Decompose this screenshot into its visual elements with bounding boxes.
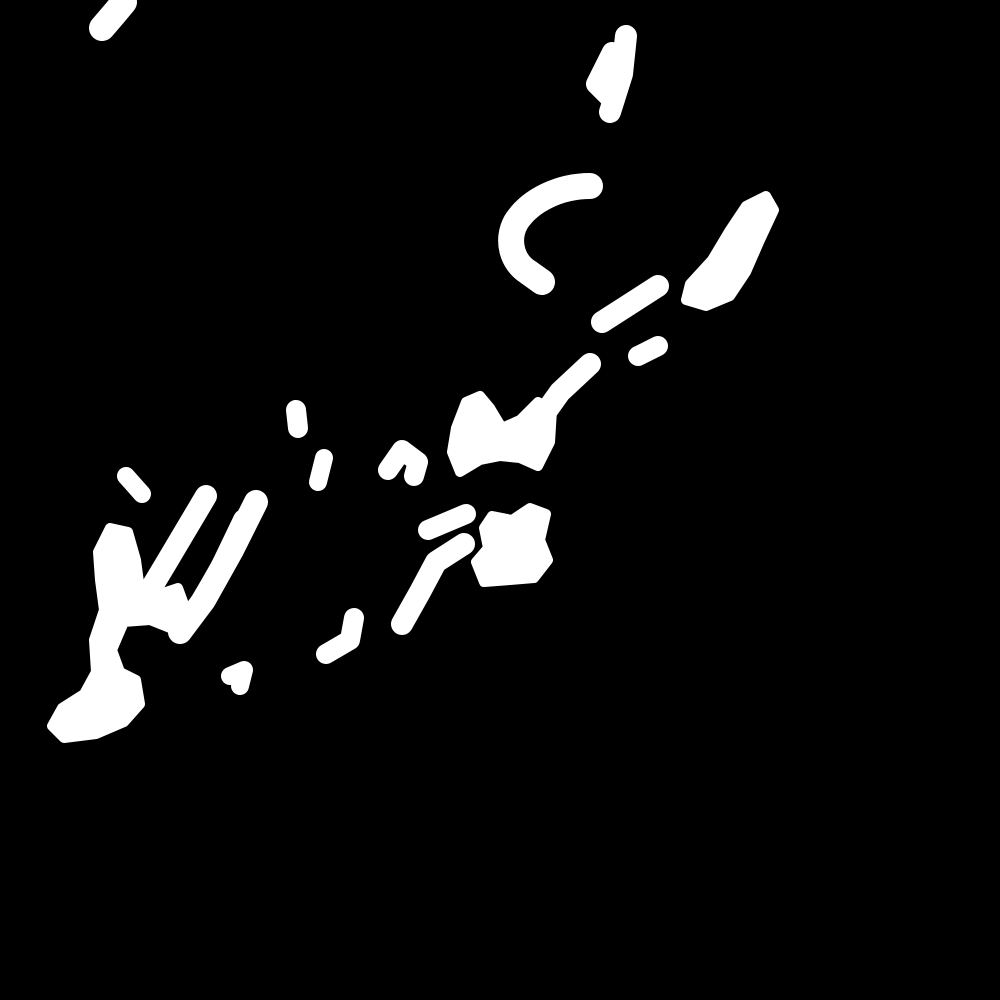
mask-stroke <box>596 52 612 96</box>
mask-stroke <box>296 410 298 428</box>
mask-stroke <box>638 346 658 356</box>
mask-stroke <box>230 670 244 686</box>
mask-stroke <box>126 476 142 494</box>
mask-blob <box>476 508 548 582</box>
mask-stroke <box>318 458 324 482</box>
mask-stroke <box>102 2 124 28</box>
